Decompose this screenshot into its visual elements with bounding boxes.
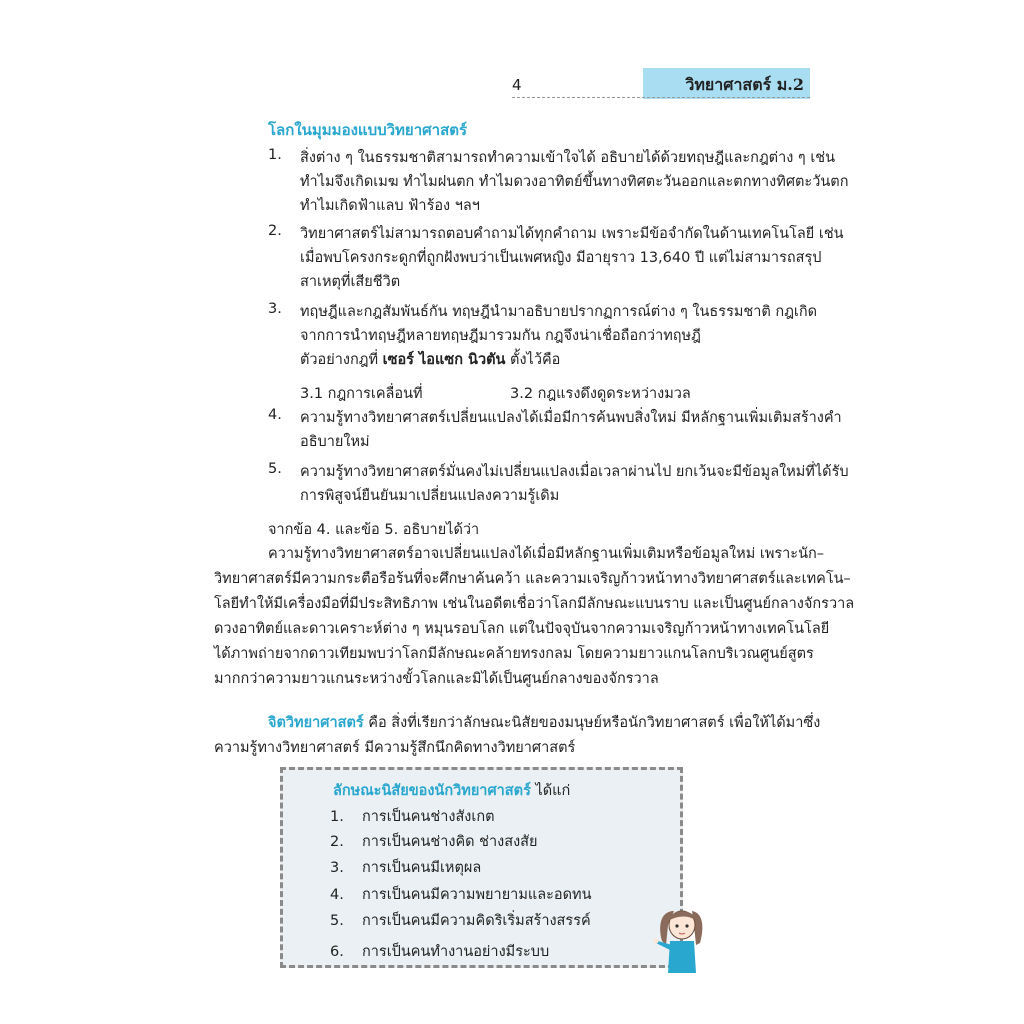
list-item-text: สิ่งต่าง ๆ ในธรรมชาติสามารถทำความเข้าใจได้ อธิบายได้ด้วยทฤษฎีและกฎต่าง ๆ เช่น bbox=[300, 150, 836, 166]
page-number: 4 bbox=[512, 76, 522, 94]
list-item-text: เมื่อพบโครงกระดูกที่ถูกฝังพบว่าเป็นเพศหญิง มีอายุราว 13,640 ปี แต่ไม่สามารถสรุป bbox=[300, 250, 822, 266]
trait-item bbox=[330, 940, 549, 963]
scientific-mind-definition: คือ สิ่งที่เรียกว่าลักษณะนิสัยของมนุษย์หรือนักวิทยาศาสตร์ เพื่อให้ได้มาซึ่ง bbox=[368, 715, 821, 731]
summary-line: วิทยาศาสตร์มีความกระตือรือร้นที่จะศึกษาค้นคว้า และความเจริญก้าวหน้าทางวิทยาศาสตร์และเทคโน– bbox=[214, 571, 851, 587]
subject-header: วิทยาศาสตร์ ม.2 bbox=[643, 68, 810, 99]
example-line bbox=[300, 348, 560, 372]
trait-number: 2. bbox=[330, 834, 344, 850]
example-prefix: ตัวอย่างกฎที่ bbox=[300, 352, 379, 368]
trait-item bbox=[330, 856, 481, 879]
list-item-number: 4. bbox=[268, 407, 282, 423]
trait-item bbox=[330, 805, 495, 828]
list-item-text: ความรู้ทางวิทยาศาสตร์มั่นคงไม่เปลี่ยนแปลงเมื่อเวลาผ่านไป ยกเว้นจะมีข้อมูลใหม่ที่ได้รับ bbox=[300, 464, 849, 480]
list-item-number: 2. bbox=[268, 223, 282, 239]
trait-item bbox=[330, 883, 592, 906]
trait-number: 6. bbox=[330, 944, 344, 960]
summary-line: ดวงอาทิตย์และดาวเคราะห์ต่าง ๆ หมุนรอบโลก แต่ในปัจจุบันจากความเจริญก้าวหน้าทางเทคโนโลยี bbox=[214, 621, 830, 637]
list-item-text: การพิสูจน์ยืนยันมาเปลี่ยนแปลงความรู้เดิม bbox=[300, 488, 560, 504]
trait-number: 4. bbox=[330, 887, 344, 903]
list-item-number: 5. bbox=[268, 461, 282, 477]
trait-text: การเป็นคนมีความพยายามและอดทน bbox=[362, 887, 592, 903]
summary-intro: จากข้อ 4. และข้อ 5. อธิบายได้ว่า bbox=[268, 522, 480, 538]
summary-line: ได้ภาพถ่ายจากดาวเทียมพบว่าโลกมีลักษณะคล้ายทรงกลม โดยความยาวแกนโลกบริเวณศูนย์สูตร bbox=[214, 646, 814, 662]
trait-number: 5. bbox=[330, 913, 344, 929]
list-item-text: จากการนำทฤษฎีหลายทฤษฎีมารวมกัน กฎจึงน่าเชื่อถือกว่าทฤษฎี bbox=[300, 328, 701, 344]
example-suffix: ตั้งไว้คือ bbox=[510, 352, 561, 368]
scientific-mind-line bbox=[268, 711, 820, 735]
trait-text: การเป็นคนมีเหตุผล bbox=[362, 860, 482, 876]
summary-line: ความรู้ทางวิทยาศาสตร์อาจเปลี่ยนแปลงได้เมื่อมีหลักฐานเพิ่มเติมหรือข้อมูลใหม่ เพราะนัก– bbox=[268, 546, 825, 562]
list-item-text: ทำไมเกิดฟ้าแลบ ฟ้าร้อง ฯลฯ bbox=[300, 198, 480, 214]
trait-text: การเป็นคนช่างสังเกต bbox=[362, 809, 495, 825]
trait-number: 3. bbox=[330, 860, 344, 876]
header-divider bbox=[512, 97, 810, 98]
traits-title-suffix: ได้แก่ bbox=[535, 783, 571, 799]
list-item-text: ทฤษฎีและกฎสัมพันธ์กัน ทฤษฎีนำมาอธิบายปรากฏการณ์ต่าง ๆ ในธรรมชาติ กฎเกิด bbox=[300, 304, 818, 320]
list-item-number: 1. bbox=[268, 147, 282, 163]
sub-item: 3.1 กฎการเคลื่อนที่ bbox=[300, 386, 423, 402]
trait-number: 1. bbox=[330, 809, 344, 825]
trait-item bbox=[330, 909, 591, 932]
trait-text: การเป็นคนทำงานอย่างมีระบบ bbox=[362, 944, 550, 960]
scientific-mind-line-2: ความรู้ทางวิทยาศาสตร์ มีความรู้สึกนึกคิดทางวิทยาศาสตร์ bbox=[214, 740, 576, 756]
list-item-text: ทำไมจึงเกิดเมฆ ทำไมฝนตก ทำไมดวงอาทิตย์ขึ้นทางทิศตะวันออกและตกทางทิศตะวันตก bbox=[300, 174, 849, 190]
girl-illustration bbox=[652, 905, 716, 973]
trait-text: การเป็นคนช่างคิด ช่างสงสัย bbox=[362, 834, 538, 850]
summary-line: โลยีทำให้มีเครื่องมือที่มีประสิทธิภาพ เช่นในอดีตเชื่อว่าโลกมีลักษณะแบนราบ และเป็นศูนย์กลางจักรวาล bbox=[214, 596, 855, 612]
scientific-mind-term: จิตวิทยาศาสตร์ bbox=[268, 715, 364, 731]
summary-line: มากกว่าความยาวแกนระหว่างขั้วโลกและมิได้เป็นศูนย์กลางของจักรวาล bbox=[214, 671, 659, 687]
traits-title: ลักษณะนิสัยของนักวิทยาศาสตร์ bbox=[333, 783, 531, 799]
trait-text: การเป็นคนมีความคิดริเริ่มสร้างสรรค์ bbox=[362, 913, 591, 929]
traits-title-line bbox=[333, 779, 570, 802]
trait-item bbox=[330, 830, 538, 853]
section-title: โลกในมุมมองแบบวิทยาศาสตร์ bbox=[268, 121, 468, 139]
list-item-text: ความรู้ทางวิทยาศาสตร์เปลี่ยนแปลงได้เมื่อมีการค้นพบสิ่งใหม่ มีหลักฐานเพิ่มเติมสร้างคำ bbox=[300, 410, 842, 426]
list-item-text: อธิบายใหม่ bbox=[300, 434, 370, 450]
list-item-text: สาเหตุที่เสียชีวิต bbox=[300, 274, 401, 290]
list-item-text: วิทยาศาสตร์ไม่สามารถตอบคำถามได้ทุกคำถาม เพราะมีข้อจำกัดในด้านเทคโนโลยี เช่น bbox=[300, 226, 844, 242]
sub-item: 3.2 กฎแรงดึงดูดระหว่างมวล bbox=[510, 386, 691, 402]
list-item-number: 3. bbox=[268, 301, 282, 317]
newton-name: เซอร์ ไอแซก นิวตัน bbox=[382, 352, 506, 368]
